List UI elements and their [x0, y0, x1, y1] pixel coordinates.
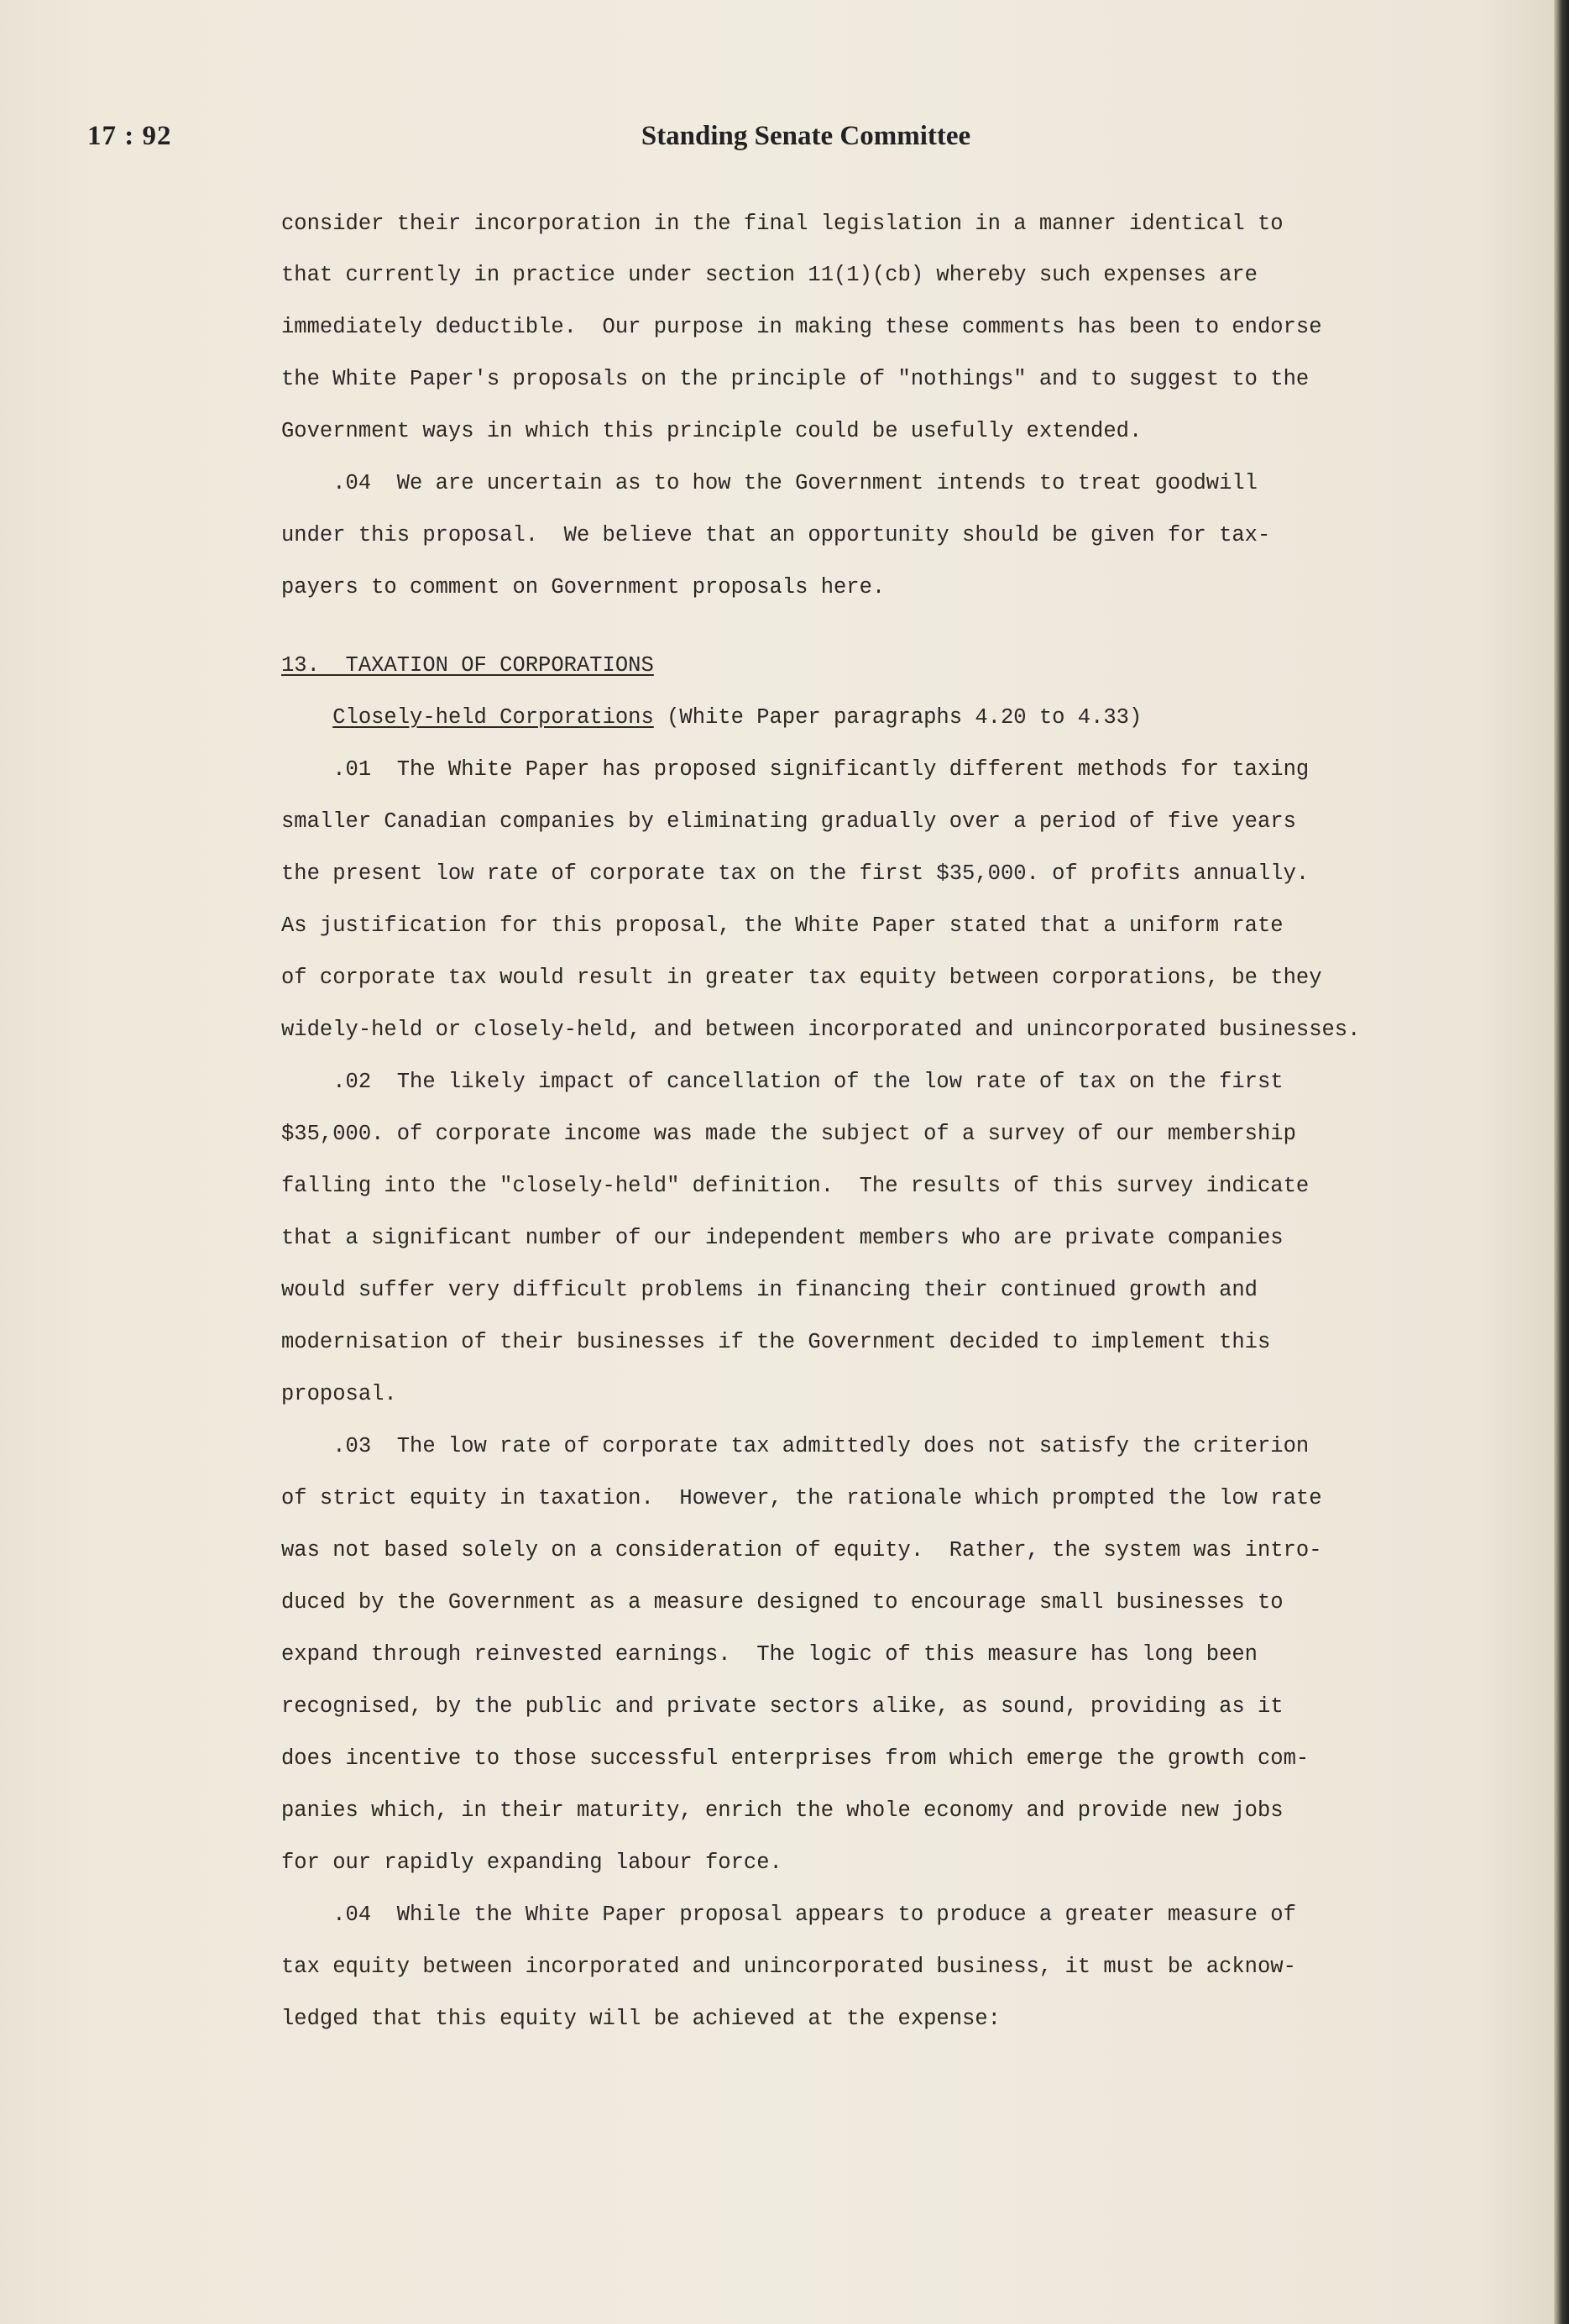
text-line: tax equity between incorporated and unincorporated business, it must be acknow- — [281, 1955, 1296, 1979]
text-line: Government ways in which this principle could be usefully extended. — [281, 419, 1143, 443]
text-line: As justification for this proposal, the White Paper stated that a uniform rate — [281, 913, 1284, 938]
text-line: panies which, in their maturity, enrich the whole economy and provide new jobs — [281, 1798, 1284, 1823]
text-line: does incentive to those successful enterprises from which emerge the growth com- — [281, 1746, 1310, 1771]
text-line: $35,000. of corporate income was made the subject of a survey of our membership — [281, 1122, 1296, 1146]
text-line: .02 The likely impact of cancellation of the low rate of tax on the first — [281, 1070, 1284, 1094]
binding-edge — [1554, 0, 1569, 2324]
text-line: that a significant number of our independent members who are private companies — [281, 1226, 1284, 1250]
text-line: .04 While the White Paper proposal appears to produce a greater measure of — [281, 1903, 1296, 1927]
text-line: that currently in practice under section 11(1)(cb) whereby such expenses are — [281, 263, 1258, 287]
text-line: recognised, by the public and private sectors alike, as sound, providing as it — [281, 1694, 1284, 1719]
text-line: of strict equity in taxation. However, the rationale which prompted the low rate — [281, 1486, 1322, 1510]
text-line: was not based solely on a consideration of equity. Rather, the system was intro- — [281, 1538, 1322, 1562]
running-title: Standing Senate Committee — [641, 121, 971, 151]
text-line: .03 The low rate of corporate tax admittedly does not satisfy the criterion — [281, 1434, 1310, 1458]
page-number: 17 : 92 — [87, 121, 172, 151]
text-line: expand through reinvested earnings. The logic of this measure has long been — [281, 1642, 1258, 1667]
section-heading: 13. TAXATION OF CORPORATIONS — [281, 653, 654, 678]
text-line: the present low rate of corporate tax on the first $35,000. of profits annually. — [281, 861, 1310, 886]
subsection-line: Closely-held Corporations (White Paper paragraphs 4.20 to 4.33) — [332, 705, 1143, 730]
subsection-heading — [281, 705, 1142, 730]
text-line: smaller Canadian companies by eliminating gradually over a period of five years — [281, 809, 1296, 834]
text-line: widely-held or closely-held, and between incorporated and unincorporated businesses. — [281, 1018, 1361, 1042]
text-line: .04 We are uncertain as to how the Government intends to treat goodwill — [281, 471, 1258, 495]
text-line: modernisation of their businesses if the Government decided to implement this — [281, 1330, 1271, 1354]
text-line: ledged that this equity will be achieved at the expense: — [281, 2007, 1001, 2031]
text-line: under this proposal. We believe that an opportunity should be given for tax- — [281, 523, 1271, 547]
text-line: consider their incorporation in the final legislation in a manner identical to — [281, 212, 1284, 236]
text-line: immediately deductible. Our purpose in making these comments has been to endorse — [281, 315, 1322, 339]
text-line: would suffer very difficult problems in financing their continued growth and — [281, 1278, 1258, 1302]
text-line: proposal. — [281, 1382, 397, 1406]
text-line: for our rapidly expanding labour force. — [281, 1850, 782, 1875]
text-line: the White Paper's proposals on the principle of "nothings" and to suggest to the — [281, 367, 1310, 391]
text-line: of corporate tax would result in greater tax equity between corporations, be they — [281, 966, 1322, 990]
text-line: .01 The White Paper has proposed significantly different methods for taxing — [281, 757, 1310, 782]
body-text — [281, 212, 1406, 2031]
text-line: falling into the "closely-held" definition. The results of this survey indicate — [281, 1174, 1310, 1198]
text-line: payers to comment on Government proposals here. — [281, 575, 886, 599]
text-line: duced by the Government as a measure designed to encourage small businesses to — [281, 1590, 1284, 1615]
